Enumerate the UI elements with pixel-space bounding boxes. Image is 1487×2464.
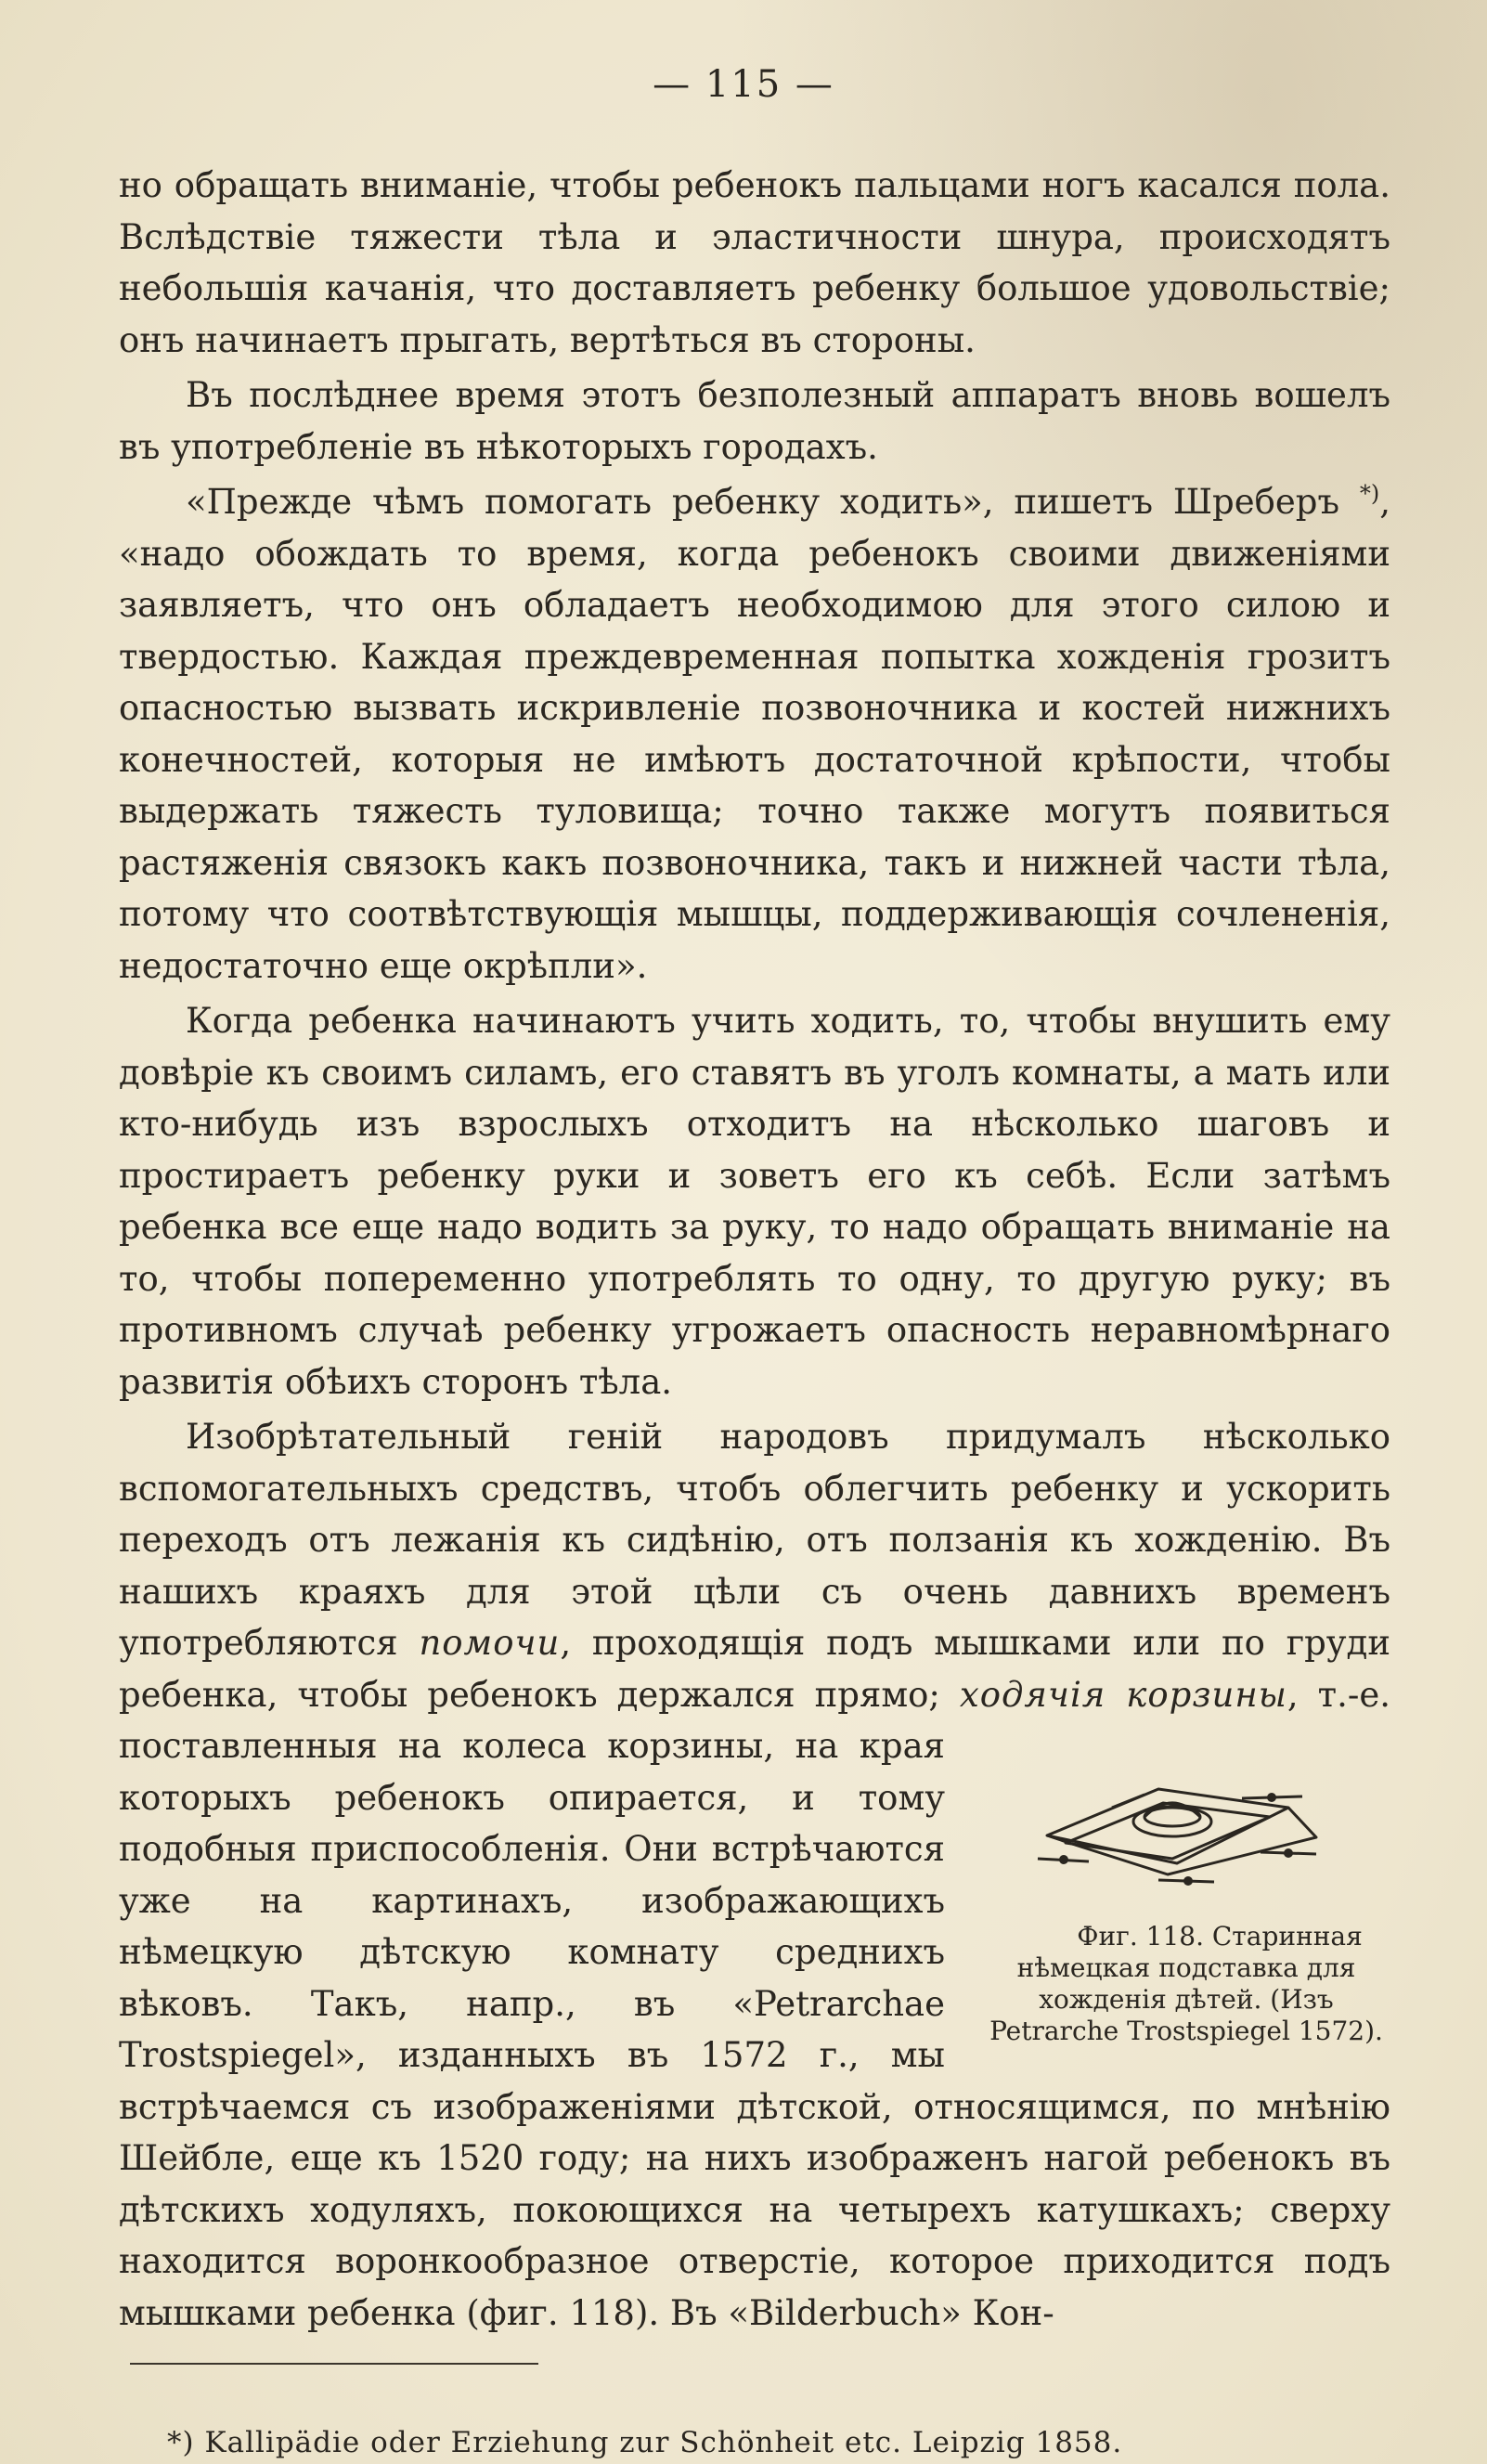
quote-text-start: «Прежде чѣмъ помогать ребенку ходить», пишетъ Шреберъ	[186, 482, 1360, 522]
page-number: — 115 —	[653, 63, 834, 106]
paragraph-walking-aids	[119, 1411, 1390, 2339]
paragraph-apparatus: Въ послѣднее время этотъ безполезный аппаратъ вновь вошелъ въ употребленіе въ нѣкоторыхъ городахъ.	[119, 375, 1390, 467]
body-text	[119, 160, 1390, 2339]
walker-illustration	[982, 1733, 1390, 1900]
footnote: *) Kallipädie oder Erziehung zur Schönheit etc. Leipzig 1858.	[167, 2426, 1123, 2459]
term-pomochi: помочи	[419, 1623, 561, 1663]
paragraph-teaching-walk: Когда ребенка начинаютъ учить ходить, то, чтобы внушить ему довѣріе къ своимъ силамъ, его ставятъ въ уголъ комнаты, а мать или кто-нибудь изъ взрослыхъ отходитъ на нѣсколько шаговъ и простираетъ ребенку руки и зоветъ его къ себѣ. Если затѣмъ ребенка все еще надо водить за руку, то надо обращать вниманіе на то, чтобы попеременно употреблять то одну, то другую руку; въ противномъ случаѣ ребенку угрожаетъ опасность неравномѣрнаго развитія обѣихъ сторонъ тѣла.	[119, 1001, 1390, 1402]
paragraph-continuation: но обращать вниманіе, чтобы ребенокъ пальцами ногъ касался пола. Вслѣдствіе тяжести тѣла и эластичности шнура, происходятъ небольшія качанія, что доставляетъ ребенку большое удовольствіе; онъ начинаетъ прыгать, вертѣться въ стороны.	[119, 165, 1390, 360]
aids-text-2: , проходящія подъ мышками или по груди ребенка, чтобы ребенокъ держался прямо;	[119, 1623, 1390, 1715]
footnote-divider	[130, 2363, 538, 2365]
figure-caption: Фиг. 118. Старинная нѣмецкая подставка для хожденія дѣтей. (Изъ Petrarche Trostspiegel 1572).	[989, 1921, 1383, 2046]
aids-text-1: Изобрѣтательный геній народовъ придумалъ нѣсколько вспомогательныхъ средствъ, чтобъ облегчить ребенку и ускорить переходъ отъ лежанія къ сидѣнію, отъ ползанія къ хожденію. Въ нашихъ краяхъ для этой цѣли съ очень давнихъ временъ употребляются	[119, 1417, 1390, 1663]
quote-text-end: , «надо обождать то время, когда ребенокъ своими движеніями заявляетъ, что онъ обладаетъ необходимою для этого силою и твердостью. Каждая преждевременная попытка хожденія грозитъ опасностью вызвать искривленіе позвоночника и костей нижнихъ конечностей, которыя не имѣютъ достаточной крѣпости, чтобы выдержать тяжесть туловища; точно также могутъ появиться растяженія связокъ какъ позвоночника, такъ и нижней части тѣла, потому что соотвѣтствующія мышцы, поддерживающія сочлененія, недостаточно еще окрѣпли».	[119, 482, 1390, 986]
figure-118	[982, 1720, 1390, 2047]
aids-text-3: , т.-е. поставленныя на колеса корзины, на края которыхъ ребенокъ опирается, и тому подобныя приспособленія. Они встрѣчаются уже на картинахъ, изображающихъ нѣмецкую дѣтскую комнату среднихъ вѣковъ. Такъ, напр., въ «Petrarchae Trostspiegel», изданныхъ въ 1572 г., мы встрѣчаемся съ изображеніями дѣтской, относящимся, по мнѣнію Шейбле, еще къ 1520 году; на нихъ изображенъ нагой ребенокъ въ дѣтскихъ ходуляхъ, покоющихся на четырехъ катушкахъ; сверху находится воронкообразное отверстіе, которое приходится подъ мышками ребенка (фиг. 118). Въ «Bilderbuch» Кон-	[119, 1674, 1390, 2333]
term-walking-baskets: ходячія корзины	[959, 1674, 1287, 1715]
paragraph-schreber-quote	[119, 476, 1390, 992]
footnote-reference: *)	[1359, 480, 1380, 507]
